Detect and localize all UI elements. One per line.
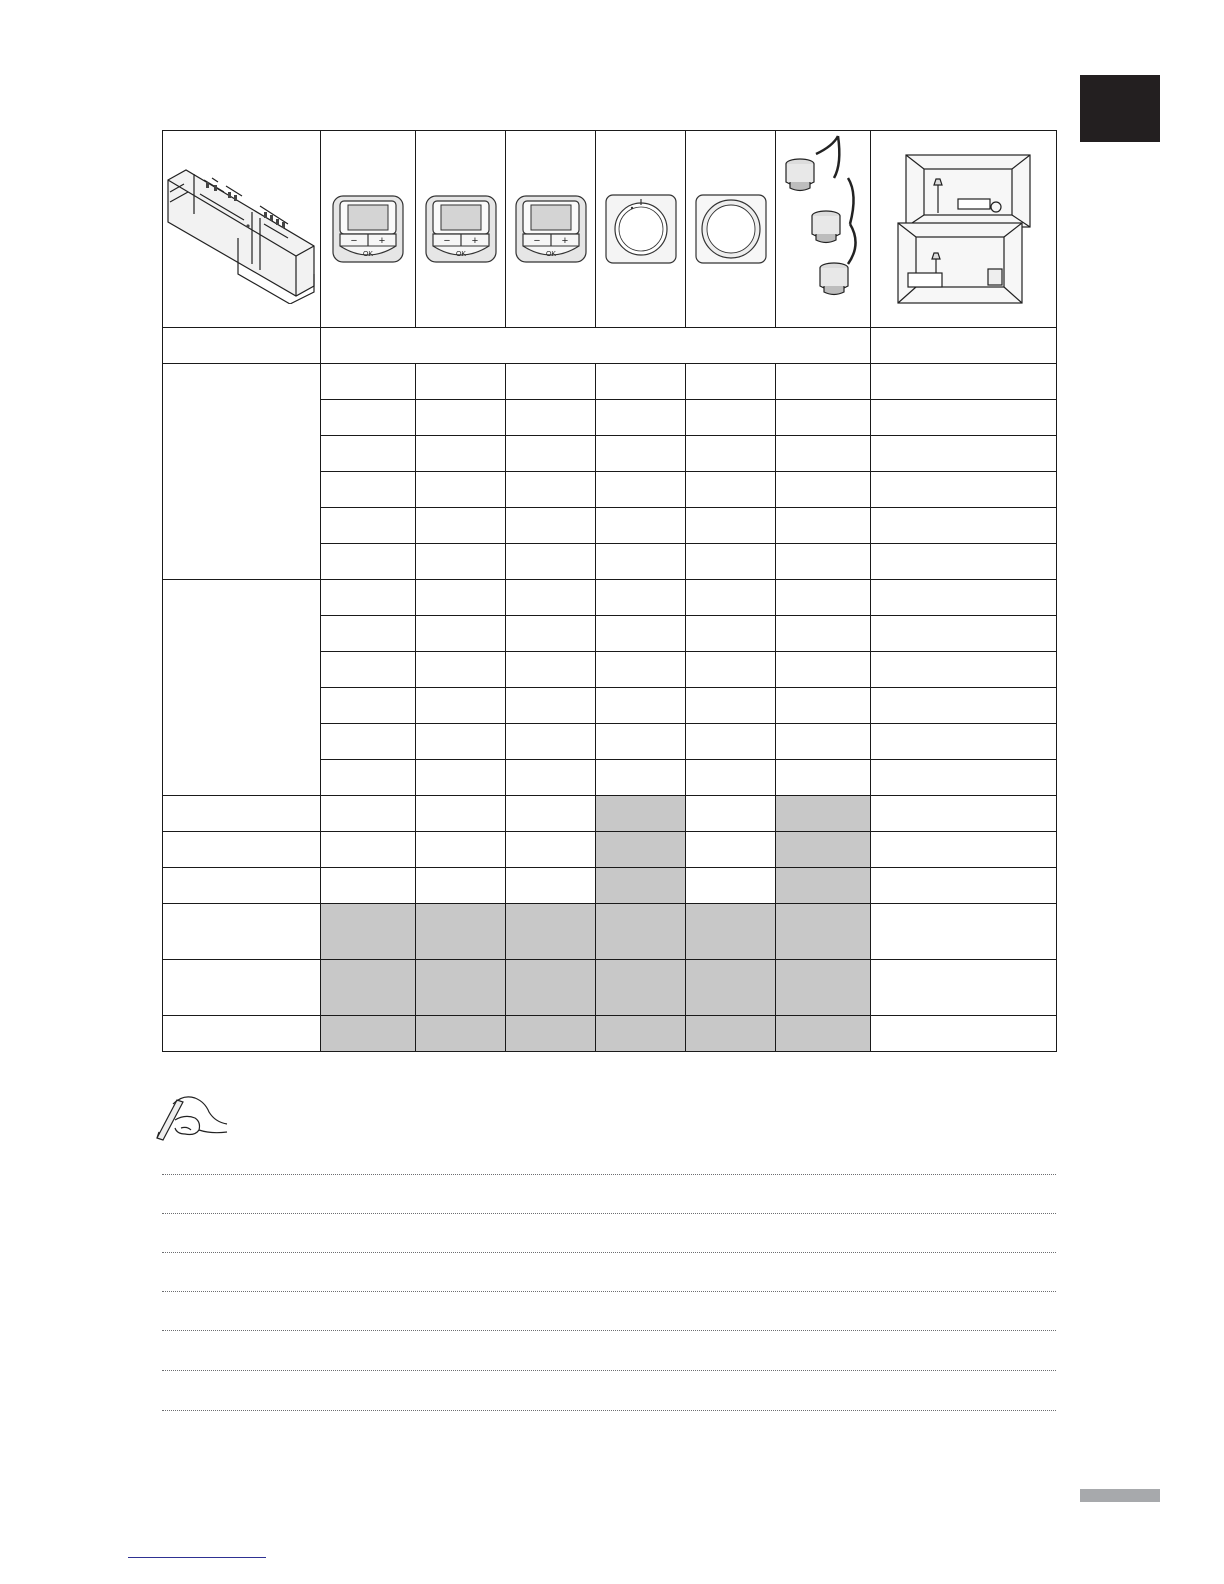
note-line [162, 1370, 1056, 1371]
room-sensor-icon [694, 193, 768, 265]
thermostat-2-cell [416, 131, 506, 328]
ok-button-label: OK [545, 251, 556, 258]
actuator-icon [778, 134, 868, 324]
table-row [163, 580, 1057, 616]
footer-rule [128, 1557, 266, 1558]
table-row [163, 868, 1057, 904]
ok-button-label: OK [455, 251, 466, 258]
digital-thermostat-icon [514, 194, 588, 264]
table-row [163, 960, 1057, 1016]
table-row [163, 796, 1057, 832]
rooms-cell [871, 131, 1057, 328]
header-row [163, 131, 1057, 328]
note-line [162, 1410, 1056, 1411]
plus-button-label: + [561, 235, 568, 247]
rooms-icon [896, 151, 1032, 307]
base-controller-icon [164, 154, 320, 304]
writing-hand-icon [155, 1090, 229, 1142]
note-line [162, 1252, 1056, 1253]
installation-table [162, 130, 1057, 1052]
minus-button-label: − [533, 235, 540, 247]
plus-button-label: + [378, 235, 386, 247]
note-line [162, 1174, 1056, 1175]
digital-thermostat-icon [424, 194, 498, 264]
ok-button-label: OK [362, 251, 374, 258]
page-number-tab [1080, 1489, 1160, 1502]
minus-button-label: − [350, 235, 358, 247]
table-row [163, 1016, 1057, 1052]
dial-thermostat-icon [604, 193, 678, 265]
note-line [162, 1330, 1056, 1331]
language-tab [1080, 75, 1160, 142]
controller-cell [163, 131, 321, 328]
minus-button-label: − [443, 235, 450, 247]
table-row [163, 364, 1057, 400]
note-line [162, 1291, 1056, 1292]
thermostat-3-cell [506, 131, 596, 328]
note-line [162, 1213, 1056, 1214]
dial-thermostat-cell [596, 131, 686, 328]
plus-button-label: + [471, 235, 478, 247]
room-sensor-cell [686, 131, 776, 328]
table-row [163, 328, 1057, 364]
table-row [163, 832, 1057, 868]
table-row [163, 904, 1057, 960]
digital-thermostat-icon [331, 194, 405, 264]
thermostat-1-cell [321, 131, 416, 328]
actuators-cell [776, 131, 871, 328]
